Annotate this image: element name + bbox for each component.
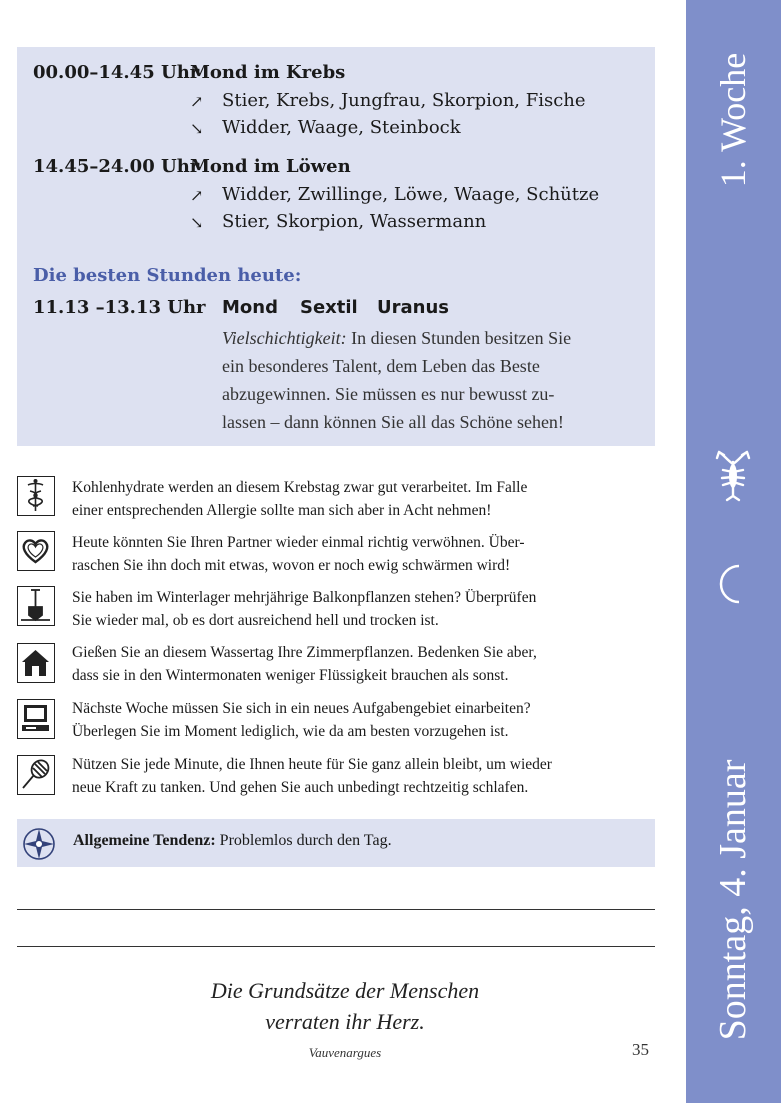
crescent-moon-icon <box>709 562 757 606</box>
page-number: 35 <box>632 1040 649 1059</box>
arrow-down-icon: ↘ <box>190 119 204 138</box>
text-line: Kohlenhydrate werden an diesem Krebstag zwar gut verarbeitet. Im Falle <box>72 479 528 496</box>
phase-title: Mond im Krebs <box>190 62 346 83</box>
text-line: In diesen Stunden besitzen Sie <box>351 328 572 348</box>
phase-1-down-signs: Widder, Waage, Steinbock <box>222 117 461 138</box>
compass-rose-icon <box>22 827 56 861</box>
best-hours-time: 11.13 –13.13 Uhr <box>33 297 206 318</box>
shovel-icon <box>17 586 55 626</box>
tip-love <box>72 531 656 577</box>
text-line: Sie wieder mal, ob es dort ausreichend hell und trocken ist. <box>72 612 439 629</box>
tip-plants <box>72 641 656 687</box>
text-line: lassen – dann können Sie all das Schöne sehen! <box>222 412 564 432</box>
phase-1-up-signs: Stier, Krebs, Jungfrau, Skorpion, Fische <box>222 90 586 111</box>
moon-phase-1-header <box>33 62 346 83</box>
text-line: einer entsprechenden Allergie sollte man sich aber in Acht nehmen! <box>72 502 492 519</box>
text-line: Nützen Sie jede Minute, die Ihnen heute für Sie ganz allein bleibt, um wieder <box>72 756 552 773</box>
text-line: Heute könnten Sie Ihren Partner wieder einmal richtig verwöhnen. Über- <box>72 534 525 551</box>
house-icon <box>17 643 55 683</box>
tip-work <box>72 697 656 743</box>
arrow-down-icon: ↘ <box>190 213 204 232</box>
text-line: neue Kraft zu tanken. Und gehen Sie auch unbedingt rechtzeitig schlafen. <box>72 779 529 796</box>
note-line <box>17 946 655 947</box>
phase-2-down-signs: Stier, Skorpion, Wassermann <box>222 211 487 232</box>
phase-title: Mond im Löwen <box>190 156 351 177</box>
best-hours-text <box>222 324 642 436</box>
computer-icon <box>17 699 55 739</box>
tendency-label: Allgemeine Tendenz: <box>73 832 216 849</box>
text-line: abzugewinnen. Sie müssen es nur bewusst zu- <box>222 384 555 404</box>
quote-line-1: Die Grundsätze der Menschen <box>210 978 480 1003</box>
aspect-planet-2: Uranus <box>377 297 449 318</box>
tip-rest <box>72 753 656 799</box>
tendency-box <box>17 819 655 867</box>
phase-time: 14.45–24.00 Uhr <box>33 156 200 177</box>
text-line: dass sie in den Wintermonaten weniger Flüssigkeit brauchen als sonst. <box>72 667 509 684</box>
best-hours-heading: Die besten Stunden heute: <box>33 265 302 286</box>
heart-icon <box>17 531 55 571</box>
text-line: ein besonderes Talent, dem Leben das Beste <box>222 356 540 376</box>
text-line: Sie haben im Winterlager mehrjährige Balkonpflanzen stehen? Überprüfen <box>72 589 537 606</box>
text-line: raschen Sie ihn doch mit etwas, wovon er noch ewig schwärmen wird! <box>72 557 511 574</box>
caduceus-icon <box>17 476 55 516</box>
week-label: 1. Woche <box>713 52 753 188</box>
phase-2-up-signs: Widder, Zwillinge, Löwe, Waage, Schütze <box>222 184 600 205</box>
phase-time: 00.00–14.45 Uhr <box>33 62 200 83</box>
note-line <box>17 909 655 910</box>
aspect-type: Sextil <box>300 297 358 318</box>
tendency-value: Problemlos durch den Tag. <box>215 832 392 849</box>
arrow-up-icon: ↗ <box>190 186 204 205</box>
arrow-up-icon: ↗ <box>190 92 204 111</box>
quote-author: Vauvenargues <box>308 1045 382 1060</box>
racket-icon <box>17 755 55 795</box>
date-label: Sonntag, 4. Januar <box>712 759 754 1041</box>
tendency-text <box>73 832 392 850</box>
aspect-planet-1: Mond <box>222 297 278 318</box>
moon-phase-2-header <box>33 156 351 177</box>
tip-nutrition <box>72 476 656 522</box>
quote-line-2: verraten ihr Herz. <box>265 1009 425 1034</box>
crayfish-icon <box>709 450 757 502</box>
text-line: Nächste Woche müssen Sie sich in ein neues Aufgabengebiet einarbeiten? <box>72 700 531 717</box>
tip-garden <box>72 586 656 632</box>
best-hours-keyword: Vielschichtigkeit: <box>222 328 347 348</box>
text-line: Gießen Sie an diesem Wassertag Ihre Zimmerpflanzen. Bedenken Sie aber, <box>72 644 537 661</box>
text-line: Überlegen Sie im Moment lediglich, wie da am besten vorzugehen ist. <box>72 723 509 740</box>
